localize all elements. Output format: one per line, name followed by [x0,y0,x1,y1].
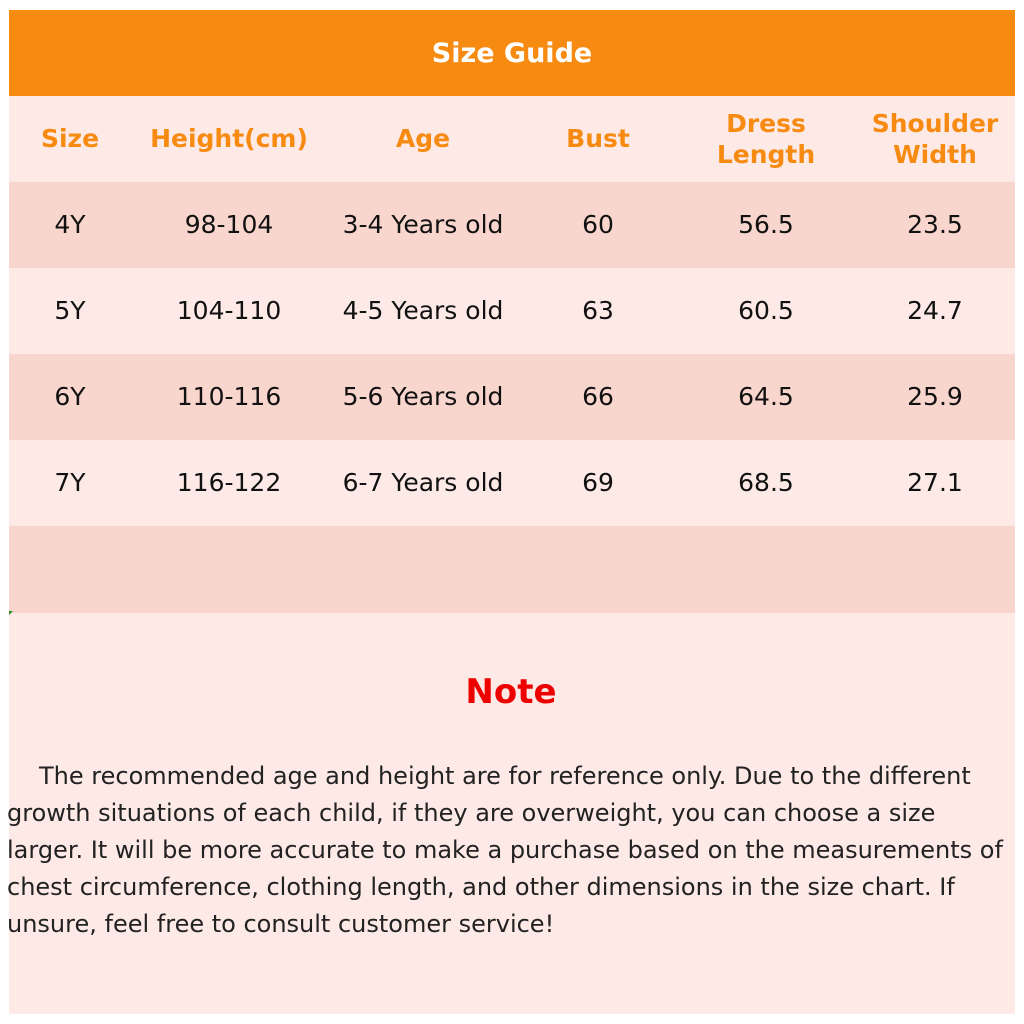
header-bust: Bust [566,124,630,154]
table-row [9,268,1015,354]
note-body: The recommended age and height are for reference only. Due to the different growth situations of each child, if they are overweight, you can choose a size larger. It will be more accurate to make a purchase based on the measurements of chest circumference, clothing length, and other dimensions in the size chart. If unsure, feel free to consult customer service! [7,762,1003,938]
cell-dress-length: 64.5 [738,382,794,412]
table-row [9,440,1015,526]
cell-height: 110-116 [176,382,282,412]
cell-height: 116-122 [176,468,282,498]
cell-shoulder-width: 23.5 [907,210,963,240]
table-row [9,354,1015,440]
cell-age: 4-5 Years old [342,296,504,326]
cell-age: 6-7 Years old [342,468,504,498]
cell-size: 7Y [54,468,86,498]
header-size: Size [40,124,100,154]
header-height: Height(cm) [150,124,308,154]
cell-bust: 66 [582,382,614,412]
cell-bust: 63 [582,296,614,326]
cell-height: 104-110 [176,296,282,326]
header-dress-length: Dress Length [716,108,816,169]
cell-age: 5-6 Years old [342,382,504,412]
cell-shoulder-width: 25.9 [907,382,963,412]
cell-bust: 69 [582,468,614,498]
cell-size: 5Y [54,296,86,326]
cell-bust: 60 [582,210,614,240]
size-table [9,96,1015,613]
corner-marker [9,611,13,615]
page-title: Size Guide [431,37,593,69]
cell-age: 3-4 Years old [342,210,504,240]
cell-size: 6Y [54,382,86,412]
title-bar [9,10,1015,96]
cell-shoulder-width: 27.1 [907,468,963,498]
cell-size: 4Y [54,210,86,240]
table-header-row [9,96,1015,182]
cell-shoulder-width: 24.7 [907,296,963,326]
cell-height: 98-104 [184,210,274,240]
cell-dress-length: 56.5 [738,210,794,240]
header-shoulder-width: Shoulder Width [871,108,999,169]
table-row [9,182,1015,268]
cell-dress-length: 68.5 [738,468,794,498]
header-age: Age [395,124,451,154]
note-title: Note [465,672,557,712]
cell-dress-length: 60.5 [738,296,794,326]
table-empty-row [9,526,1015,613]
